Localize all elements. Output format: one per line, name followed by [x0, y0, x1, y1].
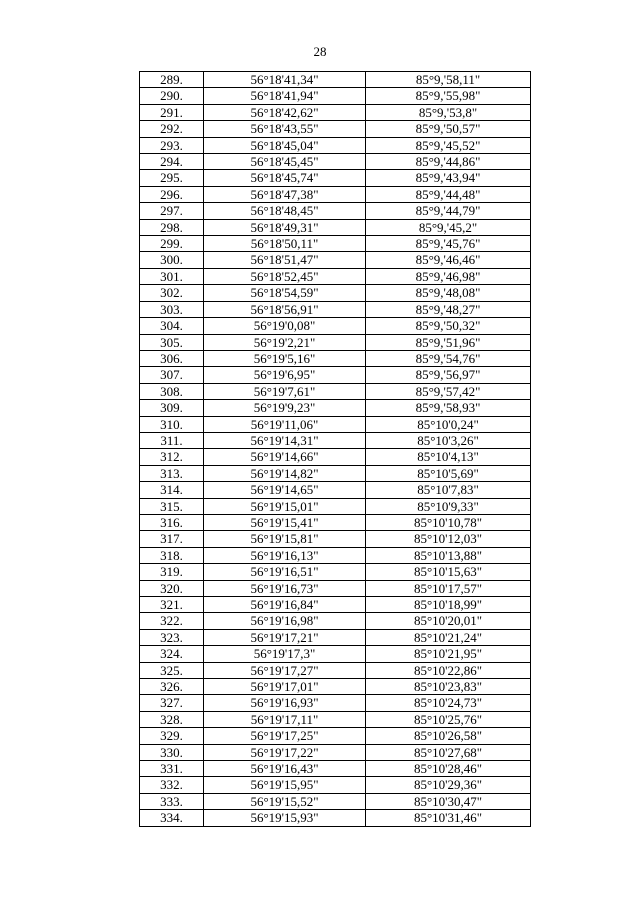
- longitude-cell: 85°9,'44,48": [366, 186, 531, 202]
- table-row: [140, 121, 531, 137]
- point-number-cell: 328.: [140, 711, 204, 727]
- longitude-cell: 85°10'17,57": [366, 580, 531, 596]
- table-row: [140, 629, 531, 645]
- longitude-cell: 85°9,'58,11": [366, 72, 531, 88]
- point-number-cell: 318.: [140, 547, 204, 563]
- point-number-cell: 332.: [140, 777, 204, 793]
- table-row: [140, 252, 531, 268]
- latitude-cell: 56°18'41,34": [204, 72, 366, 88]
- point-number-cell: 329.: [140, 728, 204, 744]
- table-row: [140, 613, 531, 629]
- table-row: [140, 154, 531, 170]
- table-row: [140, 695, 531, 711]
- latitude-cell: 56°19'16,51": [204, 564, 366, 580]
- longitude-cell: 85°10'13,88": [366, 547, 531, 563]
- table-row: [140, 400, 531, 416]
- point-number-cell: 320.: [140, 580, 204, 596]
- point-number-cell: 294.: [140, 154, 204, 170]
- longitude-cell: 85°10'22,86": [366, 662, 531, 678]
- latitude-cell: 56°18'42,62": [204, 104, 366, 120]
- point-number-cell: 296.: [140, 186, 204, 202]
- point-number-cell: 311.: [140, 432, 204, 448]
- table-row: [140, 383, 531, 399]
- table-row: [140, 744, 531, 760]
- table-row: [140, 728, 531, 744]
- latitude-cell: 56°19'16,13": [204, 547, 366, 563]
- table-row: [140, 793, 531, 809]
- longitude-cell: 85°9,'57,42": [366, 383, 531, 399]
- longitude-cell: 85°10'15,63": [366, 564, 531, 580]
- longitude-cell: 85°9,'43,94": [366, 170, 531, 186]
- longitude-cell: 85°10'28,46": [366, 761, 531, 777]
- page-number: 28: [313, 44, 327, 59]
- table-row: [140, 547, 531, 563]
- point-number-cell: 333.: [140, 793, 204, 809]
- longitude-cell: 85°10'31,46": [366, 810, 531, 826]
- table-row: [140, 236, 531, 252]
- longitude-cell: 85°10'4,13": [366, 449, 531, 465]
- table-row: [140, 498, 531, 514]
- point-number-cell: 302.: [140, 285, 204, 301]
- longitude-cell: 85°10'7,83": [366, 482, 531, 498]
- latitude-cell: 56°19'6,95": [204, 367, 366, 383]
- longitude-cell: 85°9,'45,52": [366, 137, 531, 153]
- table-row: [140, 416, 531, 432]
- longitude-cell: 85°10'21,95": [366, 646, 531, 662]
- point-number-cell: 300.: [140, 252, 204, 268]
- latitude-cell: 56°19'17,11": [204, 711, 366, 727]
- point-number-cell: 297.: [140, 203, 204, 219]
- longitude-cell: 85°9,'51,96": [366, 334, 531, 350]
- point-number-cell: 321.: [140, 597, 204, 613]
- latitude-cell: 56°18'47,38": [204, 186, 366, 202]
- table-row: [140, 432, 531, 448]
- table-row: [140, 810, 531, 826]
- longitude-cell: 85°10'9,33": [366, 498, 531, 514]
- longitude-cell: 85°10'20,01": [366, 613, 531, 629]
- table-row: [140, 88, 531, 104]
- table-row: [140, 646, 531, 662]
- point-number-cell: 293.: [140, 137, 204, 153]
- latitude-cell: 56°19'14,65": [204, 482, 366, 498]
- longitude-cell: 85°10'0,24": [366, 416, 531, 432]
- latitude-cell: 56°19'5,16": [204, 350, 366, 366]
- point-number-cell: 298.: [140, 219, 204, 235]
- longitude-cell: 85°10'21,24": [366, 629, 531, 645]
- table-row: [140, 597, 531, 613]
- longitude-cell: 85°9,'46,46": [366, 252, 531, 268]
- table-row: [140, 219, 531, 235]
- latitude-cell: 56°19'11,06": [204, 416, 366, 432]
- longitude-cell: 85°10'12,03": [366, 531, 531, 547]
- point-number-cell: 305.: [140, 334, 204, 350]
- longitude-cell: 85°9,'44,79": [366, 203, 531, 219]
- latitude-cell: 56°18'45,45": [204, 154, 366, 170]
- table-row: [140, 367, 531, 383]
- table-row: [140, 170, 531, 186]
- point-number-cell: 319.: [140, 564, 204, 580]
- latitude-cell: 56°18'51,47": [204, 252, 366, 268]
- coordinates-table-body: [140, 72, 531, 827]
- table-row: [140, 72, 531, 88]
- longitude-cell: 85°9,'53,8": [366, 104, 531, 120]
- table-row: [140, 137, 531, 153]
- longitude-cell: 85°10'10,78": [366, 514, 531, 530]
- longitude-cell: 85°10'5,69": [366, 465, 531, 481]
- table-row: [140, 482, 531, 498]
- table-row: [140, 350, 531, 366]
- point-number-cell: 301.: [140, 268, 204, 284]
- latitude-cell: 56°19'17,01": [204, 679, 366, 695]
- point-number-cell: 314.: [140, 482, 204, 498]
- longitude-cell: 85°10'26,58": [366, 728, 531, 744]
- point-number-cell: 313.: [140, 465, 204, 481]
- latitude-cell: 56°19'14,66": [204, 449, 366, 465]
- point-number-cell: 315.: [140, 498, 204, 514]
- longitude-cell: 85°9,'58,93": [366, 400, 531, 416]
- point-number-cell: 330.: [140, 744, 204, 760]
- longitude-cell: 85°9,'45,76": [366, 236, 531, 252]
- latitude-cell: 56°19'16,98": [204, 613, 366, 629]
- longitude-cell: 85°9,'50,57": [366, 121, 531, 137]
- point-number-cell: 309.: [140, 400, 204, 416]
- point-number-cell: 292.: [140, 121, 204, 137]
- latitude-cell: 56°19'0,08": [204, 318, 366, 334]
- table-row: [140, 564, 531, 580]
- table-row: [140, 679, 531, 695]
- table-row: [140, 449, 531, 465]
- table-row: [140, 514, 531, 530]
- point-number-cell: 303.: [140, 301, 204, 317]
- latitude-cell: 56°18'45,04": [204, 137, 366, 153]
- longitude-cell: 85°10'29,36": [366, 777, 531, 793]
- latitude-cell: 56°19'17,3": [204, 646, 366, 662]
- point-number-cell: 308.: [140, 383, 204, 399]
- table-row: [140, 711, 531, 727]
- latitude-cell: 56°19'2,21": [204, 334, 366, 350]
- longitude-cell: 85°9,'48,27": [366, 301, 531, 317]
- latitude-cell: 56°18'52,45": [204, 268, 366, 284]
- point-number-cell: 316.: [140, 514, 204, 530]
- point-number-cell: 291.: [140, 104, 204, 120]
- latitude-cell: 56°18'43,55": [204, 121, 366, 137]
- latitude-cell: 56°19'16,93": [204, 695, 366, 711]
- table-row: [140, 318, 531, 334]
- latitude-cell: 56°19'15,81": [204, 531, 366, 547]
- latitude-cell: 56°18'45,74": [204, 170, 366, 186]
- table-row: [140, 580, 531, 596]
- longitude-cell: 85°9,'46,98": [366, 268, 531, 284]
- longitude-cell: 85°10'3,26": [366, 432, 531, 448]
- longitude-cell: 85°9,'56,97": [366, 367, 531, 383]
- point-number-cell: 322.: [140, 613, 204, 629]
- table-row: [140, 334, 531, 350]
- longitude-cell: 85°9,'44,86": [366, 154, 531, 170]
- latitude-cell: 56°19'15,41": [204, 514, 366, 530]
- latitude-cell: 56°18'54,59": [204, 285, 366, 301]
- point-number-cell: 325.: [140, 662, 204, 678]
- point-number-cell: 317.: [140, 531, 204, 547]
- longitude-cell: 85°9,'45,2": [366, 219, 531, 235]
- latitude-cell: 56°19'16,84": [204, 597, 366, 613]
- latitude-cell: 56°19'15,01": [204, 498, 366, 514]
- point-number-cell: 289.: [140, 72, 204, 88]
- longitude-cell: 85°10'30,47": [366, 793, 531, 809]
- latitude-cell: 56°19'14,31": [204, 432, 366, 448]
- table-row: [140, 104, 531, 120]
- coordinates-table: [139, 71, 531, 827]
- point-number-cell: 307.: [140, 367, 204, 383]
- longitude-cell: 85°10'25,76": [366, 711, 531, 727]
- table-row: [140, 531, 531, 547]
- point-number-cell: 299.: [140, 236, 204, 252]
- latitude-cell: 56°19'16,43": [204, 761, 366, 777]
- latitude-cell: 56°18'56,91": [204, 301, 366, 317]
- latitude-cell: 56°19'17,21": [204, 629, 366, 645]
- point-number-cell: 295.: [140, 170, 204, 186]
- longitude-cell: 85°9,'54,76": [366, 350, 531, 366]
- table-row: [140, 465, 531, 481]
- table-row: [140, 777, 531, 793]
- latitude-cell: 56°19'17,27": [204, 662, 366, 678]
- latitude-cell: 56°19'9,23": [204, 400, 366, 416]
- point-number-cell: 331.: [140, 761, 204, 777]
- longitude-cell: 85°10'23,83": [366, 679, 531, 695]
- latitude-cell: 56°18'48,45": [204, 203, 366, 219]
- point-number-cell: 304.: [140, 318, 204, 334]
- latitude-cell: 56°19'15,52": [204, 793, 366, 809]
- latitude-cell: 56°19'15,95": [204, 777, 366, 793]
- point-number-cell: 326.: [140, 679, 204, 695]
- point-number-cell: 310.: [140, 416, 204, 432]
- longitude-cell: 85°9,'50,32": [366, 318, 531, 334]
- table-row: [140, 203, 531, 219]
- longitude-cell: 85°10'27,68": [366, 744, 531, 760]
- point-number-cell: 312.: [140, 449, 204, 465]
- point-number-cell: 324.: [140, 646, 204, 662]
- latitude-cell: 56°18'41,94": [204, 88, 366, 104]
- table-row: [140, 186, 531, 202]
- longitude-cell: 85°10'18,99": [366, 597, 531, 613]
- latitude-cell: 56°19'15,93": [204, 810, 366, 826]
- table-row: [140, 662, 531, 678]
- point-number-cell: 306.: [140, 350, 204, 366]
- point-number-cell: 327.: [140, 695, 204, 711]
- table-row: [140, 268, 531, 284]
- latitude-cell: 56°18'49,31": [204, 219, 366, 235]
- latitude-cell: 56°19'7,61": [204, 383, 366, 399]
- latitude-cell: 56°19'17,22": [204, 744, 366, 760]
- point-number-cell: 323.: [140, 629, 204, 645]
- longitude-cell: 85°9,'55,98": [366, 88, 531, 104]
- latitude-cell: 56°19'14,82": [204, 465, 366, 481]
- latitude-cell: 56°19'17,25": [204, 728, 366, 744]
- latitude-cell: 56°18'50,11": [204, 236, 366, 252]
- longitude-cell: 85°9,'48,08": [366, 285, 531, 301]
- longitude-cell: 85°10'24,73": [366, 695, 531, 711]
- table-row: [140, 285, 531, 301]
- latitude-cell: 56°19'16,73": [204, 580, 366, 596]
- point-number-cell: 290.: [140, 88, 204, 104]
- point-number-cell: 334.: [140, 810, 204, 826]
- table-row: [140, 301, 531, 317]
- table-row: [140, 761, 531, 777]
